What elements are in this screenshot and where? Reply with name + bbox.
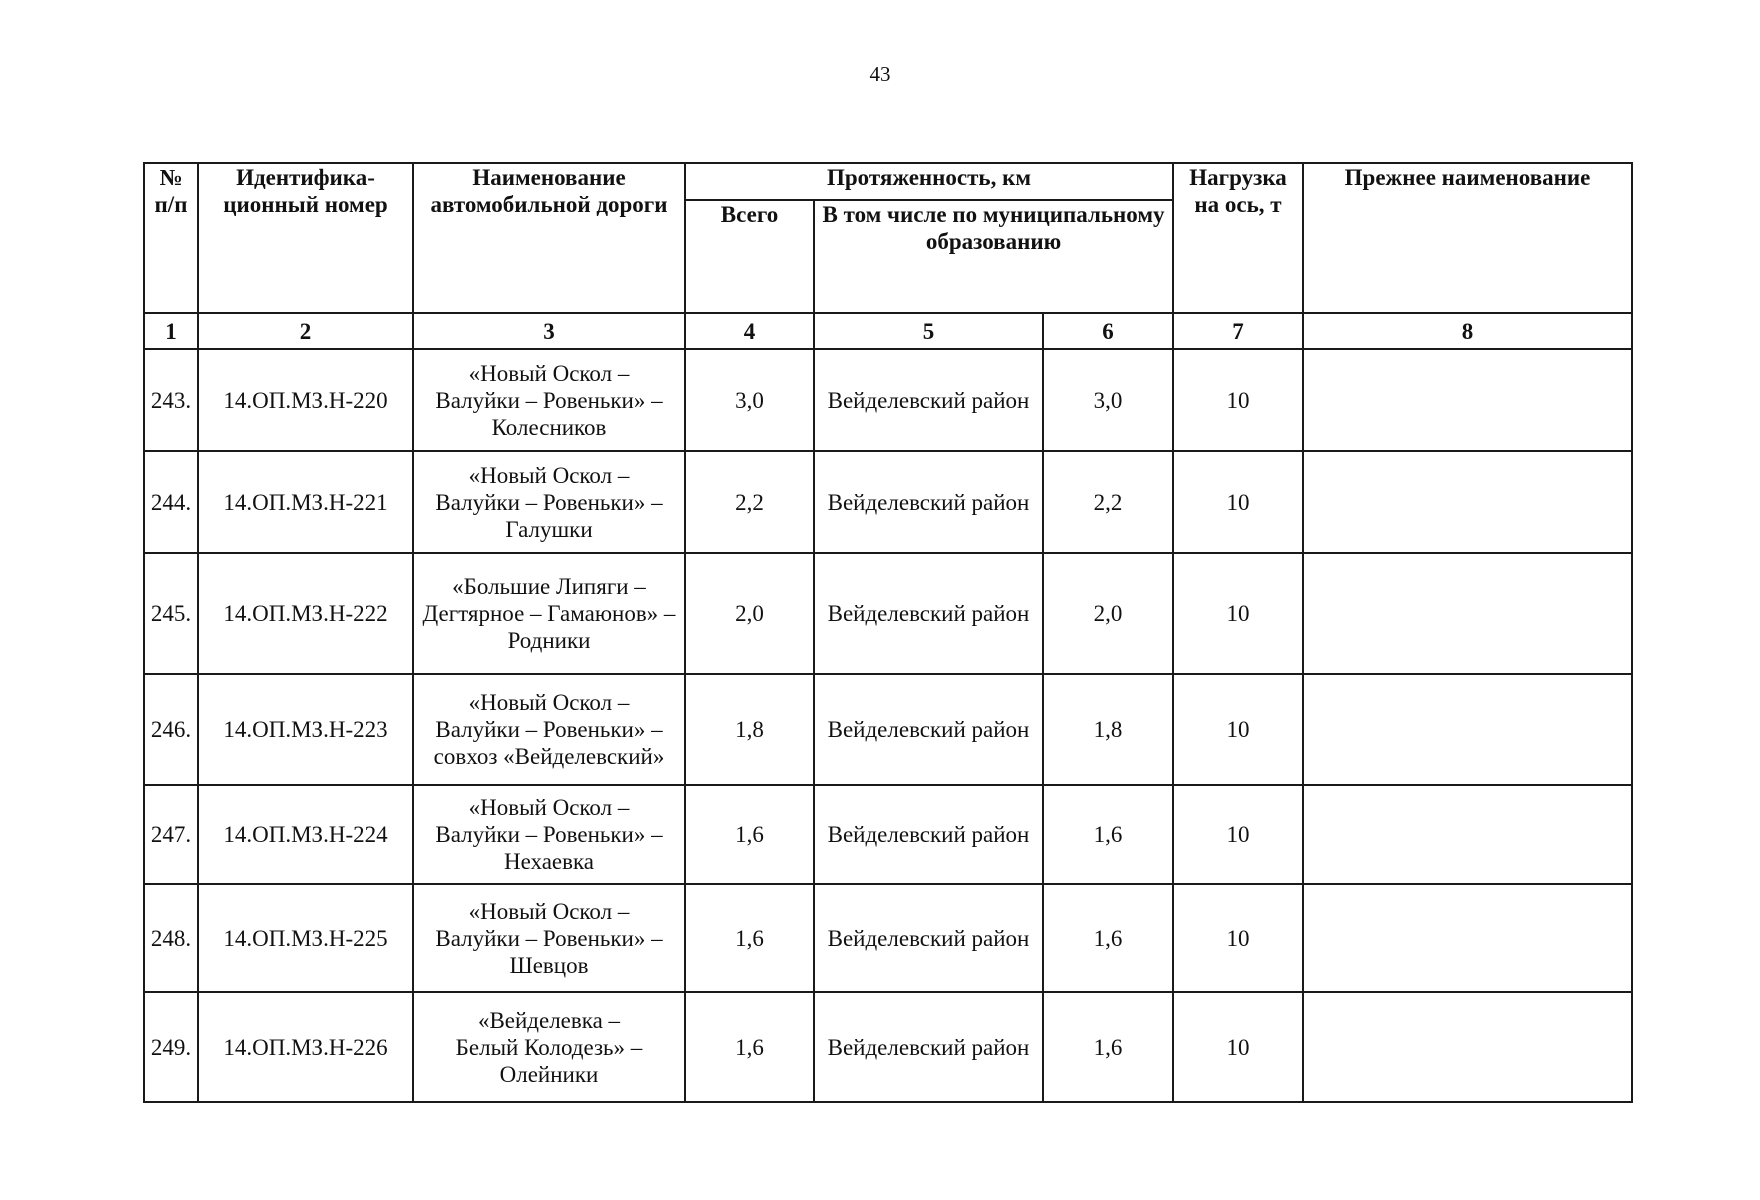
row-number: 249. <box>144 992 198 1102</box>
total-length: 2,0 <box>685 553 814 674</box>
district-name: Вейделевский район <box>814 451 1043 553</box>
header-total: Всего <box>685 200 814 313</box>
district-name: Вейделевский район <box>814 884 1043 992</box>
district-length: 3,0 <box>1043 349 1173 451</box>
row-number: 246. <box>144 674 198 785</box>
table-row <box>144 349 1632 451</box>
district-name: Вейделевский район <box>814 349 1043 451</box>
row-number: 245. <box>144 553 198 674</box>
total-length: 1,6 <box>685 992 814 1102</box>
axle-load: 10 <box>1173 884 1303 992</box>
axle-load: 10 <box>1173 349 1303 451</box>
header-length: Протяженность, км <box>685 163 1173 200</box>
road-name: «Новый Оскол – Валуйки – Ровеньки» – Шевцов <box>413 884 685 992</box>
total-length: 2,2 <box>685 451 814 553</box>
road-id: 14.ОП.МЗ.Н-221 <box>198 451 413 553</box>
former-name <box>1303 785 1632 884</box>
district-length: 1,6 <box>1043 785 1173 884</box>
table-row <box>144 785 1632 884</box>
roads-table <box>143 162 1633 1103</box>
road-name: «Новый Оскол – Валуйки – Ровеньки» – Галушки <box>413 451 685 553</box>
district-name: Вейделевский район <box>814 553 1043 674</box>
column-number: 8 <box>1303 313 1632 349</box>
axle-load: 10 <box>1173 674 1303 785</box>
road-name: «Большие Липяги – Дегтярное – Гамаюнов» – Родники <box>413 553 685 674</box>
road-name: «Вейделевка – Белый Колодезь» – Олейники <box>413 992 685 1102</box>
road-id: 14.ОП.МЗ.Н-220 <box>198 349 413 451</box>
district-length: 1,8 <box>1043 674 1173 785</box>
former-name <box>1303 674 1632 785</box>
total-length: 1,6 <box>685 785 814 884</box>
row-number: 244. <box>144 451 198 553</box>
former-name <box>1303 553 1632 674</box>
header-id: Идентифика- ционный номер <box>198 163 413 313</box>
axle-load: 10 <box>1173 992 1303 1102</box>
header-former: Прежнее наименование <box>1303 163 1632 313</box>
district-name: Вейделевский район <box>814 992 1043 1102</box>
total-length: 1,6 <box>685 884 814 992</box>
district-length: 1,6 <box>1043 992 1173 1102</box>
axle-load: 10 <box>1173 553 1303 674</box>
row-number: 247. <box>144 785 198 884</box>
road-name: «Новый Оскол – Валуйки – Ровеньки» – Нехаевка <box>413 785 685 884</box>
page-number: 43 <box>869 62 891 86</box>
district-length: 1,6 <box>1043 884 1173 992</box>
table-row <box>144 884 1632 992</box>
road-name: «Новый Оскол – Валуйки – Ровеньки» – совхоз «Вейделевский» <box>413 674 685 785</box>
road-id: 14.ОП.МЗ.Н-222 <box>198 553 413 674</box>
column-number: 7 <box>1173 313 1303 349</box>
road-name: «Новый Оскол – Валуйки – Ровеньки» – Колесников <box>413 349 685 451</box>
district-name: Вейделевский район <box>814 785 1043 884</box>
road-id: 14.ОП.МЗ.Н-226 <box>198 992 413 1102</box>
column-number: 2 <box>198 313 413 349</box>
row-number: 243. <box>144 349 198 451</box>
column-number: 3 <box>413 313 685 349</box>
row-number: 248. <box>144 884 198 992</box>
column-number: 5 <box>814 313 1043 349</box>
header-num: № п/п <box>144 163 198 313</box>
former-name <box>1303 349 1632 451</box>
district-length: 2,2 <box>1043 451 1173 553</box>
header-including: В том числе по муниципальному образованию <box>814 200 1173 313</box>
total-length: 3,0 <box>685 349 814 451</box>
column-number: 6 <box>1043 313 1173 349</box>
column-number: 4 <box>685 313 814 349</box>
former-name <box>1303 992 1632 1102</box>
column-number-row <box>144 313 1632 349</box>
axle-load: 10 <box>1173 451 1303 553</box>
road-id: 14.ОП.МЗ.Н-225 <box>198 884 413 992</box>
table-row <box>144 674 1632 785</box>
district-name: Вейделевский район <box>814 674 1043 785</box>
district-length: 2,0 <box>1043 553 1173 674</box>
table-row <box>144 451 1632 553</box>
axle-load: 10 <box>1173 785 1303 884</box>
road-id: 14.ОП.МЗ.Н-223 <box>198 674 413 785</box>
column-number: 1 <box>144 313 198 349</box>
table-row <box>144 992 1632 1102</box>
header-load: Нагрузка на ось, т <box>1173 163 1303 313</box>
header-name: Наименование автомобильной дороги <box>413 163 685 313</box>
total-length: 1,8 <box>685 674 814 785</box>
former-name <box>1303 884 1632 992</box>
former-name <box>1303 451 1632 553</box>
road-id: 14.ОП.МЗ.Н-224 <box>198 785 413 884</box>
table-row <box>144 553 1632 674</box>
